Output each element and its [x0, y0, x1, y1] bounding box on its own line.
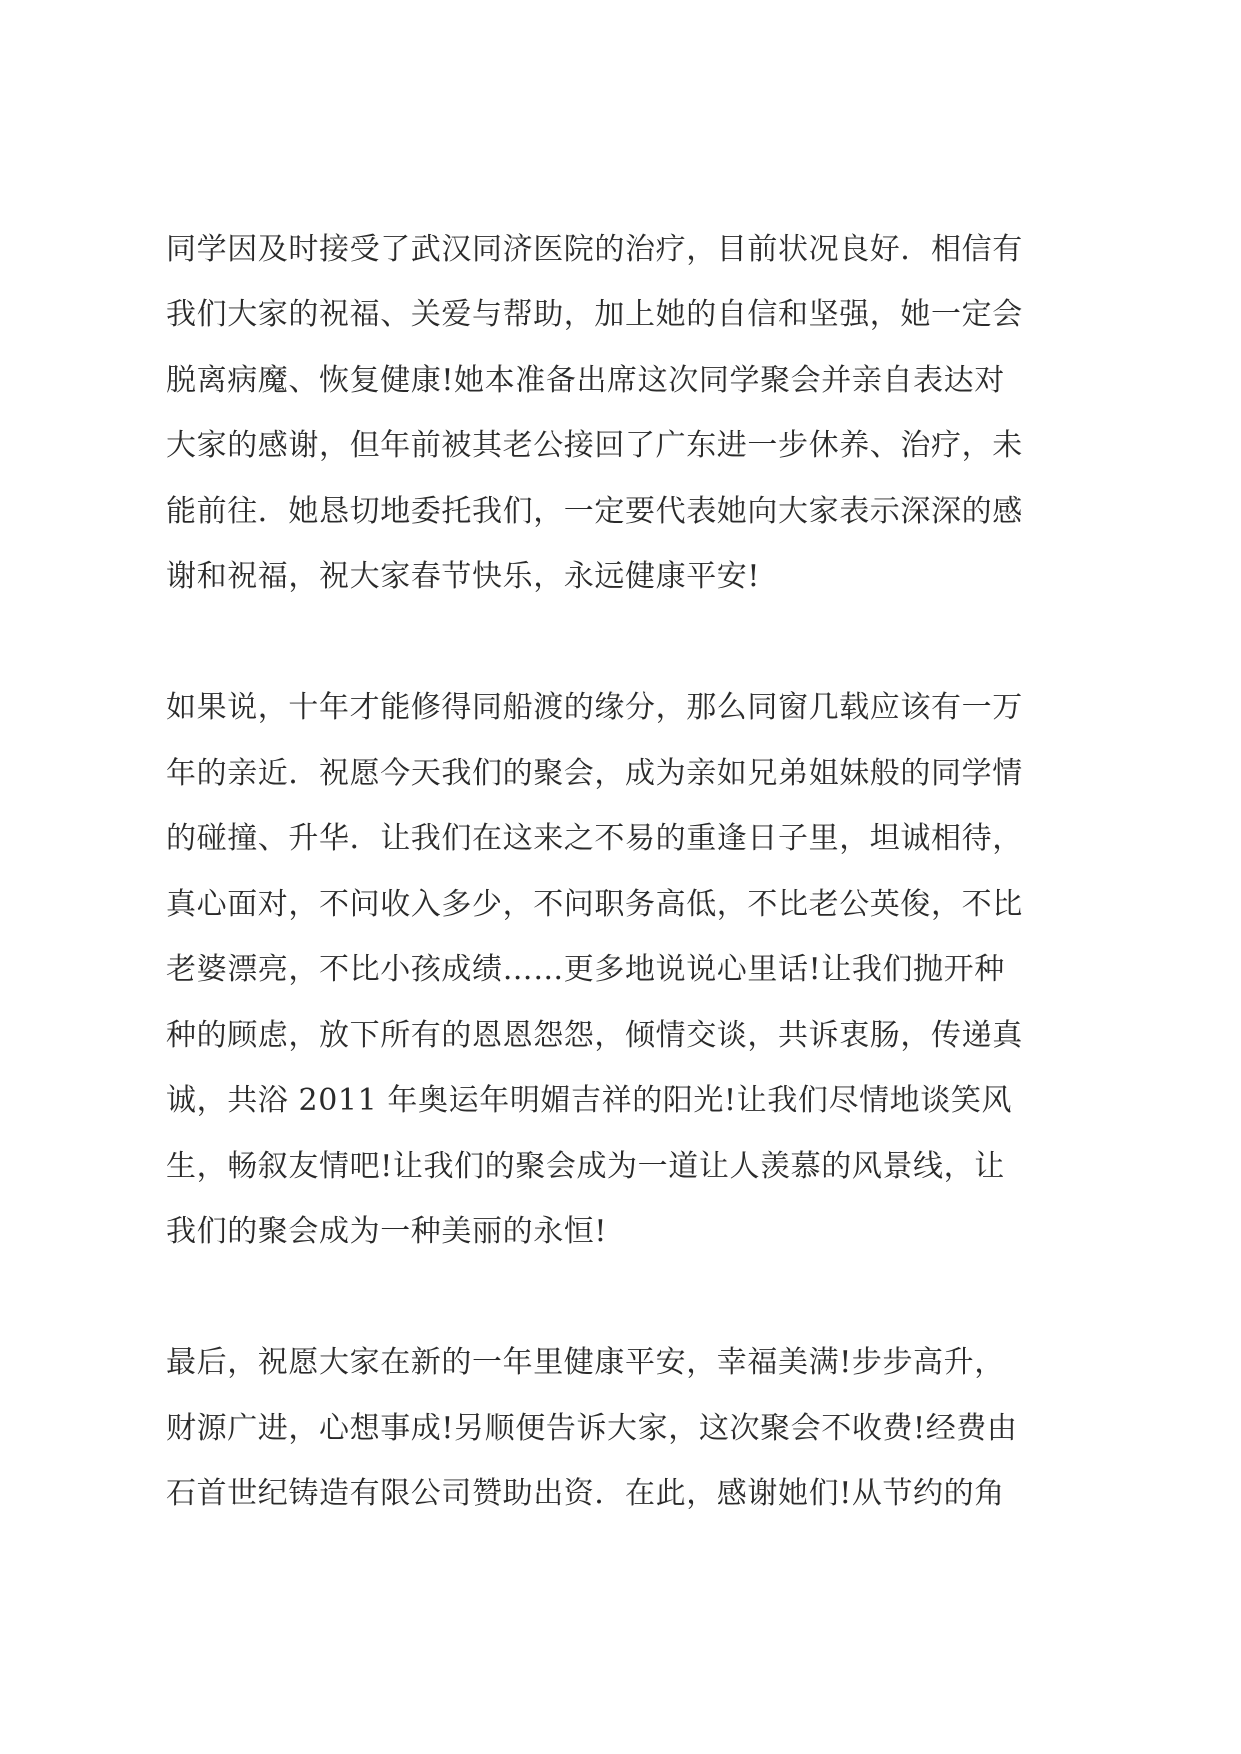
text-line: 财源广进，心想事成!另顺便告诉大家，这次聚会不收费!经费由 [166, 1411, 1018, 1446]
text-line: 石首世纪铸造有限公司赞助出资．在此，感谢她们!从节约的角 [166, 1476, 1005, 1511]
text-line: 的碰撞、升华．让我们在这来之不易的重逢日子里，坦诚相待， [166, 821, 1023, 856]
text-line: 我们大家的祝福、关爱与帮助，加上她的自信和坚强，她一定会 [166, 297, 1023, 332]
text-line: 最后，祝愿大家在新的一年里健康平安，幸福美满!步步高升， [166, 1345, 1005, 1380]
text-line: 诚，共浴 2011 年奥运年明媚吉祥的阳光!让我们尽情地谈笑风 [166, 1083, 1013, 1118]
text-line: 我们的聚会成为一种美丽的永恒! [166, 1214, 608, 1249]
text-line: 老婆漂亮，不比小孩成绩……更多地说说心里话!让我们抛开种 [166, 952, 1005, 987]
text-line: 生，畅叙友情吧!让我们的聚会成为一道让人羡慕的风景线，让 [166, 1149, 1005, 1184]
text-line: 能前往．她恳切地委托我们，一定要代表她向大家表示深深的感 [166, 494, 1023, 529]
text-line: 脱离病魔、恢复健康!她本准备出席这次同学聚会并亲自表达对 [166, 363, 1005, 398]
text-line: 同学因及时接受了武汉同济医院的治疗，目前状况良好．相信有 [166, 232, 1023, 267]
text-line: 年的亲近．祝愿今天我们的聚会，成为亲如兄弟姐妹般的同学情 [166, 756, 1023, 791]
text-line: 谢和祝福，祝大家春节快乐，永远健康平安! [166, 559, 761, 594]
text-line: 种的顾虑，放下所有的恩恩怨怨，倾情交谈，共诉衷肠，传递真 [166, 1018, 1023, 1053]
text-line: 真心面对，不问收入多少，不问职务高低，不比老公英俊，不比 [166, 887, 1023, 922]
text-line: 如果说，十年才能修得同船渡的缘分，那么同窗几载应该有一万 [166, 690, 1023, 725]
text-line: 大家的感谢，但年前被其老公接回了广东进一步休养、治疗，未 [166, 428, 1023, 463]
